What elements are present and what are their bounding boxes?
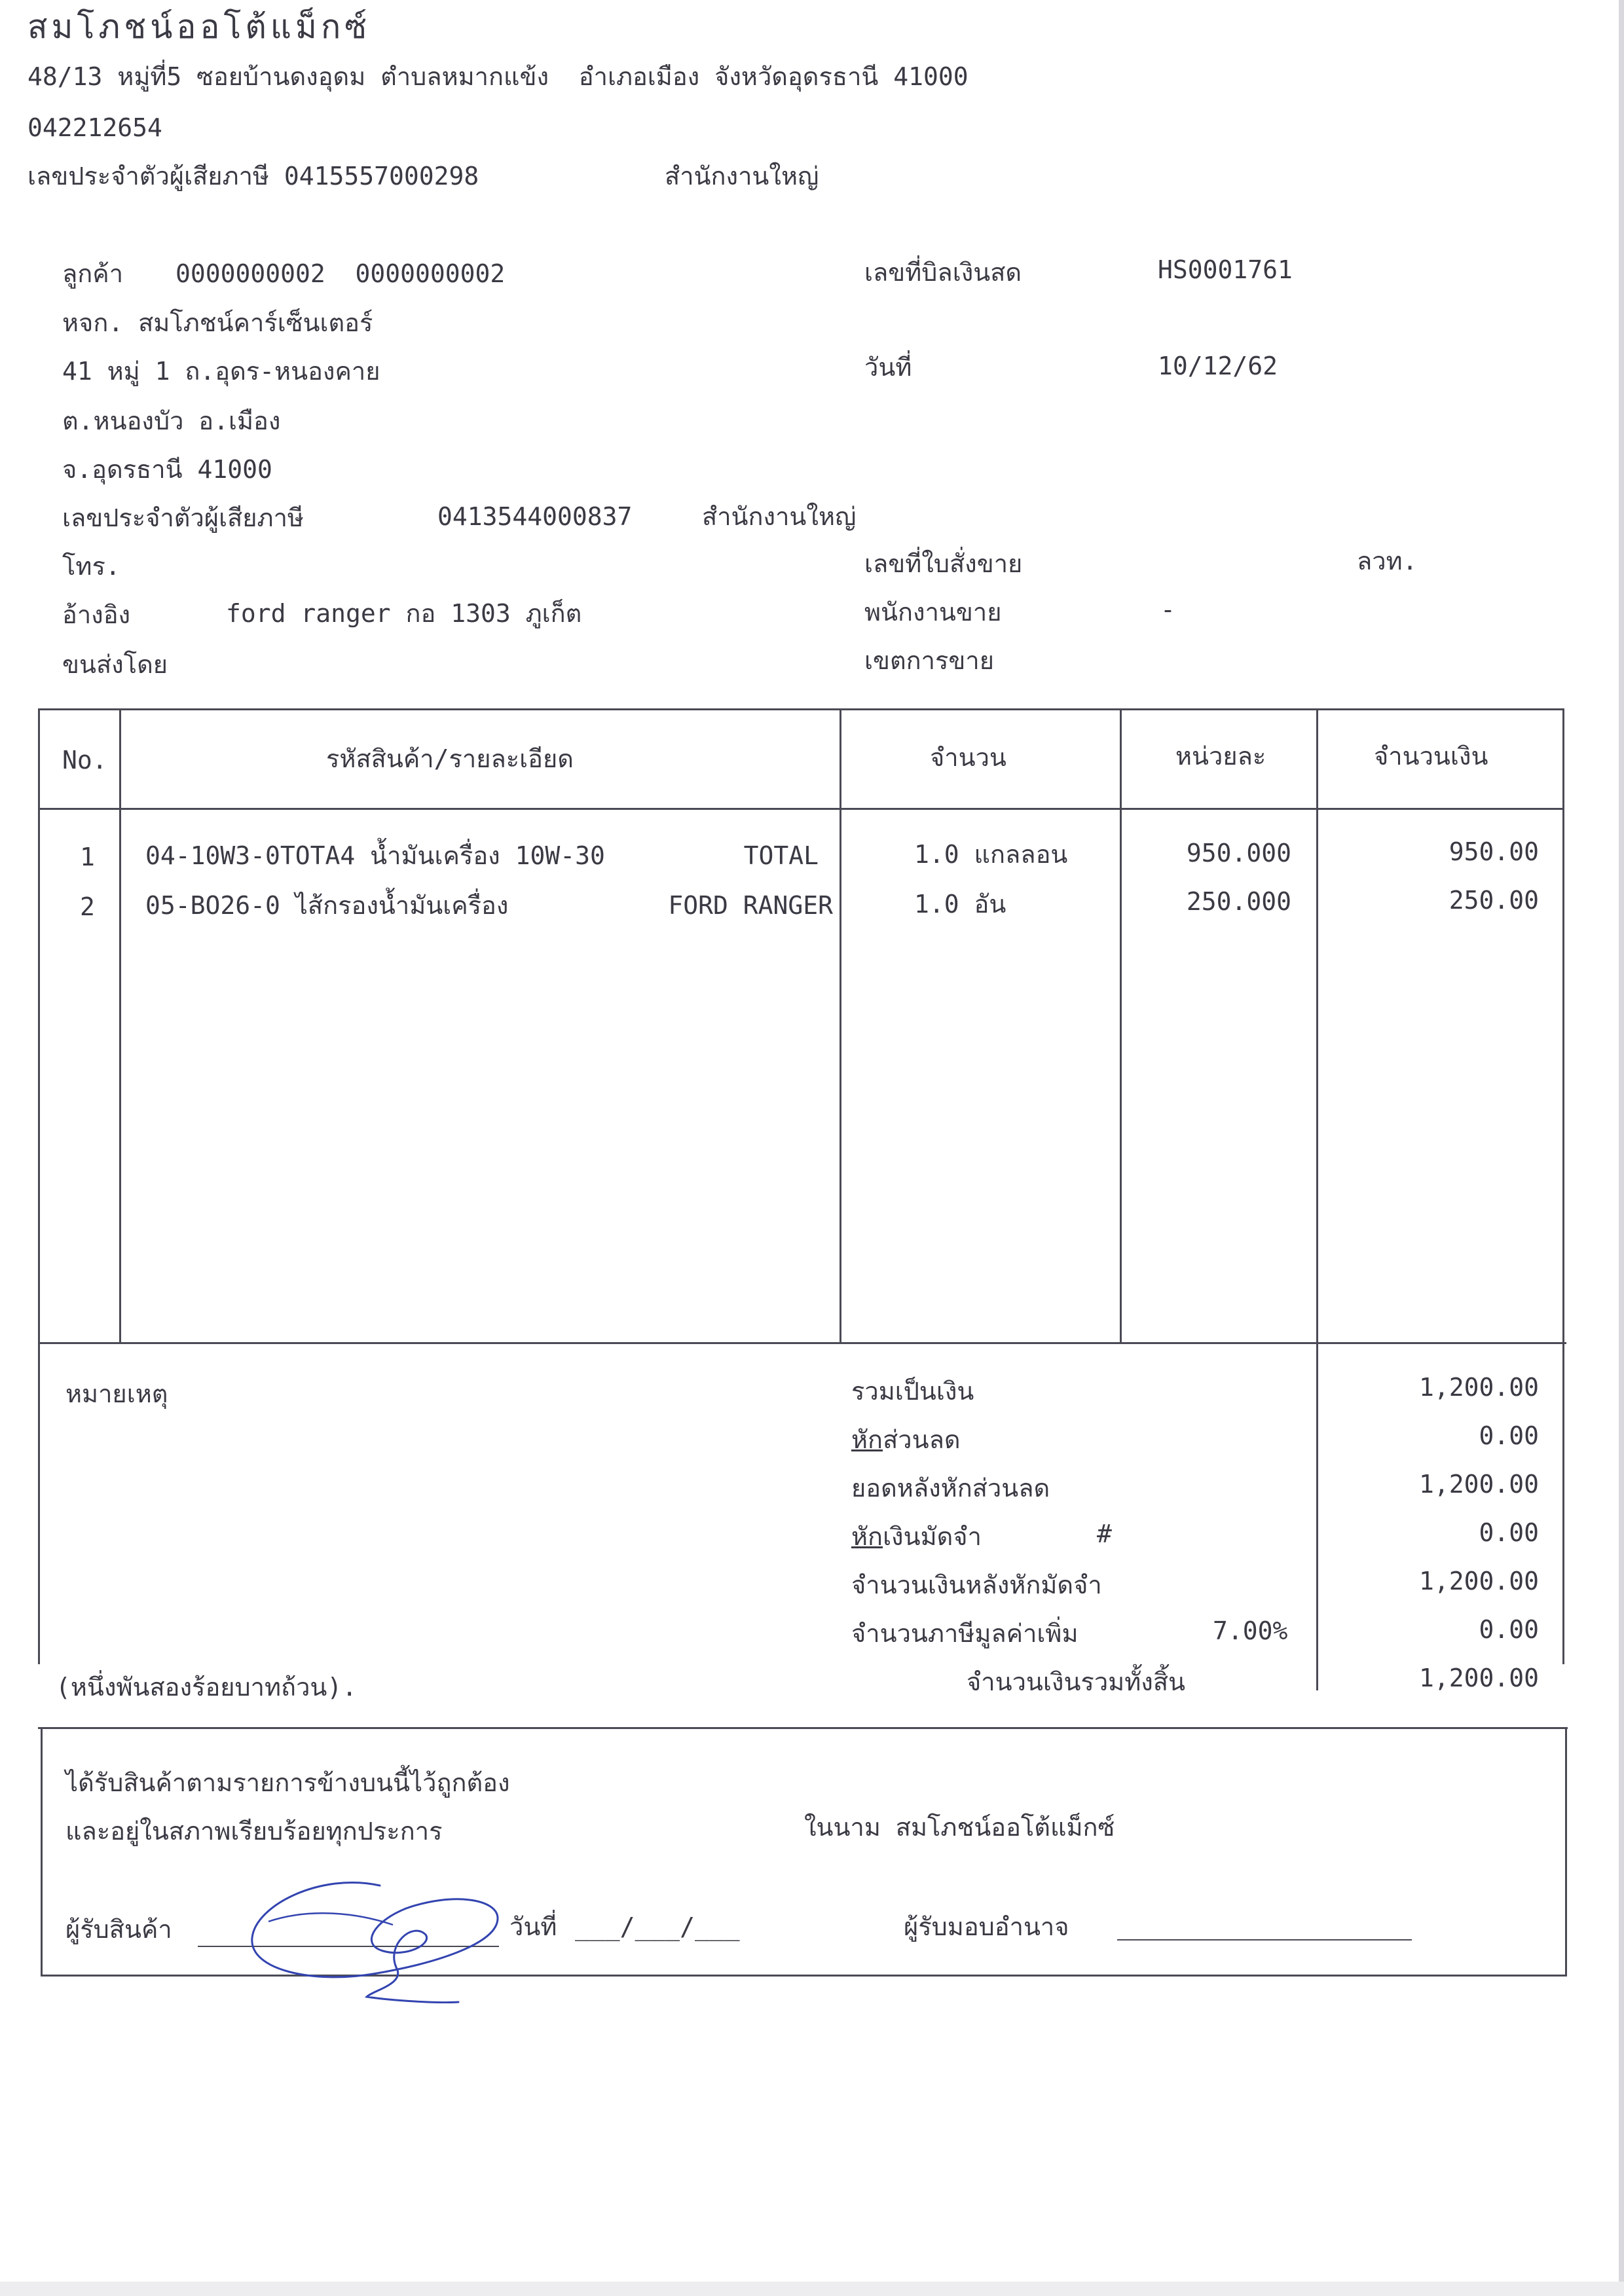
customer-tax-label: เลขประจำตัวผู้เสียภาษี: [62, 503, 304, 532]
sales-order-value: ลวท.: [1357, 547, 1418, 575]
row-quantity: 1.0 อัน: [914, 890, 1006, 919]
sales-zone-label: เขตการขาย: [864, 646, 994, 675]
bill-number-label: เลขที่บิลเงินสด: [864, 258, 1022, 287]
vat-rate: 7.00%: [1213, 1616, 1288, 1645]
bill-number: HS0001761: [1158, 255, 1293, 284]
company-name: สมโภชน์ออโต้แม็กซ์: [28, 8, 371, 46]
authorized-label: ผู้รับมอบอำนาจ: [904, 1912, 1069, 1941]
header-no: No.: [62, 746, 107, 774]
customer-name: หจก. สมโภชน์คาร์เซ็นเตอร์: [62, 308, 373, 337]
company-address: 48/13 หมู่ที่5 ซอยบ้านดงอุดม ตำบลหมากแข้ง อำเภอเมือง จังหวัดอุดรธานี 41000: [28, 62, 969, 91]
received-statement-line2: และอยู่ในสภาพเรียบร้อยทุกประการ: [65, 1817, 443, 1846]
amount-in-words: (หนึ่งพันสองร้อยบาทถ้วน).: [56, 1673, 358, 1702]
deposit-label: หักเงินมัดจำ: [851, 1522, 982, 1551]
paper-edge-right: [1619, 0, 1624, 2296]
header-description: รหัสสินค้า/รายละเอียด: [326, 744, 574, 773]
row-no: 1: [80, 843, 95, 871]
customer-address-2: ต.หนองบัว อ.เมือง: [62, 407, 281, 435]
reference-label: อ้างอิง: [62, 600, 131, 629]
row-amount: 950.00: [1449, 837, 1539, 866]
after-deposit-label: จำนวนเงินหลังหักมัดจำ: [851, 1571, 1102, 1599]
row-unit-price: 950.000: [1186, 839, 1291, 867]
after-discount-value: 1,200.00: [1418, 1470, 1539, 1499]
remark-label: หมายเหตุ: [65, 1379, 168, 1408]
grand-total-value: 1,200.00: [1418, 1664, 1539, 1692]
subtotal-value: 1,200.00: [1418, 1373, 1539, 1402]
row-code-description: 05-BO26-0 ไส้กรองน้ำมันเครื่อง: [145, 891, 509, 920]
customer-codes: 0000000002 0000000002: [175, 259, 506, 288]
paper-edge-bottom: [0, 2282, 1624, 2296]
received-statement-line1: ได้รับสินค้าตามรายการข้างบนนี้ไว้ถูกต้อง: [65, 1768, 510, 1797]
header-quantity: จำนวน: [930, 743, 1006, 772]
discount-value: 0.00: [1479, 1421, 1539, 1450]
subtotal-label: รวมเป็นเงิน: [851, 1377, 974, 1406]
row-quantity: 1.0 แกลลอน: [914, 840, 1068, 869]
receive-date-label: วันที่: [509, 1912, 557, 1941]
deposit-value: 0.00: [1479, 1518, 1539, 1547]
company-phone: 042212654: [28, 113, 162, 142]
customer-address-3: จ.อุดรธานี 41000: [62, 455, 272, 484]
deposit-hash: #: [1097, 1520, 1112, 1548]
salesperson-label: พนักงานขาย: [864, 598, 1002, 627]
reference-value: ford ranger กอ 1303 ภูเก็ต: [226, 599, 582, 628]
header-unit-price: หน่วยละ: [1175, 742, 1266, 771]
receiver-label: ผู้รับสินค้า: [65, 1915, 172, 1944]
customer-address-1: 41 หมู่ 1 ถ.อุดร-หนองคาย: [62, 357, 380, 386]
row-amount: 250.00: [1449, 886, 1539, 915]
after-deposit-value: 1,200.00: [1418, 1567, 1539, 1595]
discount-label: หักส่วนลด: [851, 1425, 961, 1454]
row-brand: FORD RANGER: [668, 891, 833, 920]
row-no: 2: [80, 892, 95, 921]
row-unit-price: 250.000: [1186, 887, 1291, 916]
invoice-date: 10/12/62: [1158, 352, 1278, 380]
on-behalf-of: ในนาม สมโภชน์ออโต้แม็กซ์: [804, 1813, 1115, 1842]
shipping-label: ขนส่งโดย: [62, 650, 168, 679]
vat-label: จำนวนภาษีมูลค่าเพิ่ม: [851, 1619, 1079, 1648]
customer-phone-label: โทร.: [62, 552, 120, 581]
customer-label: ลูกค้า: [62, 259, 124, 288]
after-discount-label: ยอดหลังหักส่วนลด: [851, 1474, 1050, 1503]
salesperson-value: -: [1160, 595, 1175, 624]
date-label: วันที่: [864, 353, 912, 382]
receive-date-blanks: ___/___/___: [575, 1912, 740, 1941]
vat-value: 0.00: [1479, 1615, 1539, 1644]
row-brand: TOTAL: [743, 841, 819, 870]
header-amount: จำนวนเงิน: [1374, 742, 1488, 771]
grand-total-label: จำนวนเงินรวมทั้งสิ้น: [967, 1667, 1185, 1696]
company-branch: สำนักงานใหญ่: [665, 162, 819, 191]
handwritten-signature: [242, 1846, 537, 2003]
company-tax-id: เลขประจำตัวผู้เสียภาษี 0415557000298: [28, 162, 479, 191]
sales-order-label: เลขที่ใบสั่งขาย: [864, 549, 1023, 578]
row-code-description: 04-10W3-0TOTA4 น้ำมันเครื่อง 10W-30: [145, 841, 605, 870]
customer-branch: สำนักงานใหญ่: [702, 502, 857, 531]
customer-tax-id: 0413544000837: [437, 502, 633, 531]
authorized-signature-line: [1117, 1939, 1412, 1941]
